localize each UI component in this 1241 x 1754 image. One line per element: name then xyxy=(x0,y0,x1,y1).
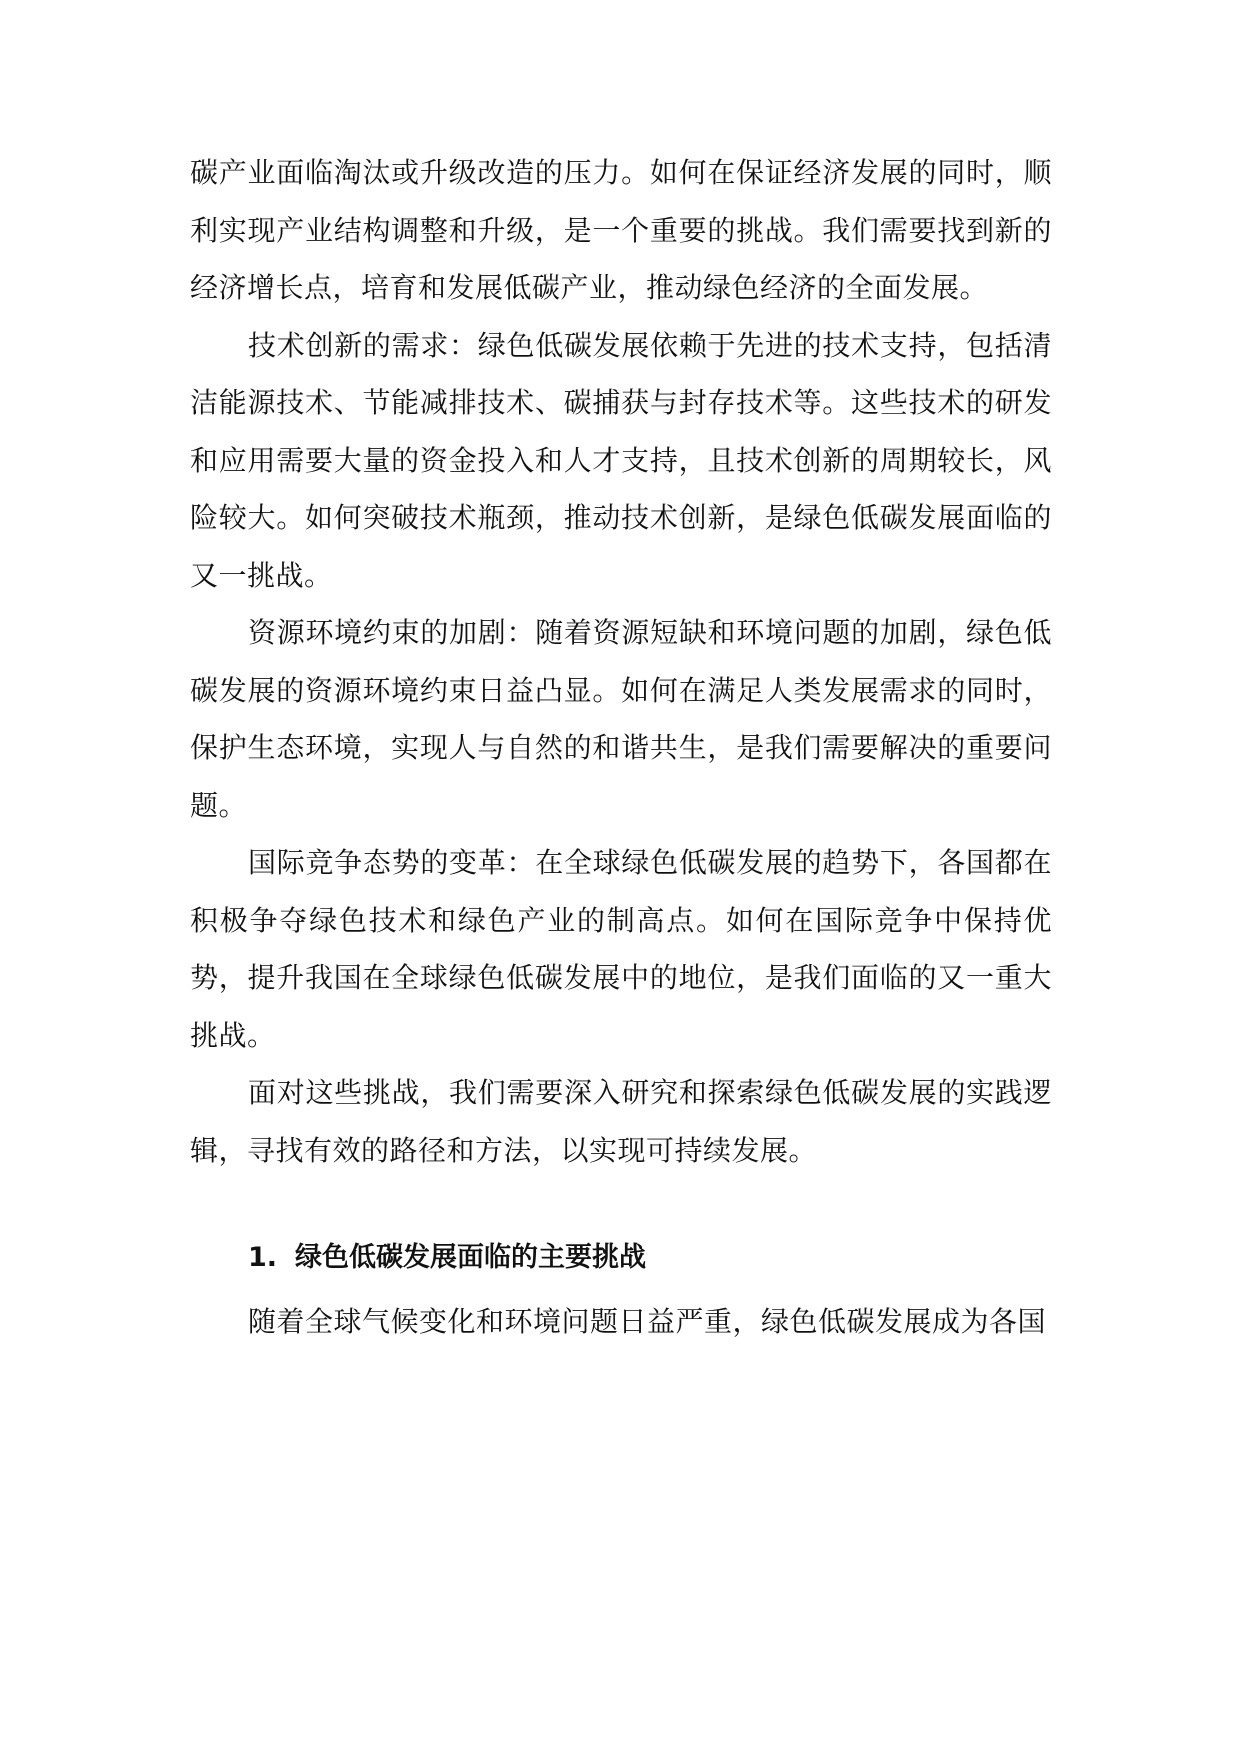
paragraph-climate-change: 随着全球气候变化和环境问题日益严重，绿色低碳发展成为各国 xyxy=(248,1304,1047,1338)
section-title: 绿色低碳发展面临的主要挑战 xyxy=(295,1242,647,1273)
paragraph-facing-challenges: 面对这些挑战，我们需要深入研究和探索绿色低碳发展的实践逻辑，寻找有效的路径和方法，以实现可持续发展。 xyxy=(190,1076,1052,1167)
document-body xyxy=(190,144,1052,1350)
paragraph-resource-constraints: 资源环境约束的加剧：随着资源短缺和环境问题的加剧，绿色低碳发展的资源环境约束日益凸显。如何在满足人类发展需求的同时，保护生态环境，实现人与自然的和谐共生，是我们需要解决的重要问题。 xyxy=(190,616,1052,822)
section-number: 1. xyxy=(248,1242,278,1273)
paragraph-international-competition: 国际竞争态势的变革：在全球绿色低碳发展的趋势下，各国都在积极争夺绿色技术和绿色产业的制高点。如何在国际竞争中保持优势，提升我国在全球绿色低碳发展中的地位，是我们面临的又一重大挑战。 xyxy=(190,846,1052,1052)
section-heading xyxy=(190,1229,1052,1287)
paragraph-tech-innovation: 技术创新的需求：绿色低碳发展依赖于先进的技术支持，包括清洁能源技术、节能减排技术、碳捕获与封存技术等。这些技术的研发和应用需要大量的资金投入和人才支持，且技术创新的周期较长，风险较大。如何突破技术瓶颈，推动技术创新，是绿色低碳发展面临的又一挑战。 xyxy=(190,328,1052,592)
paragraph-industry-upgrade: 碳产业面临淘汰或升级改造的压力。如何在保证经济发展的同时，顺利实现产业结构调整和升级，是一个重要的挑战。我们需要找到新的经济增长点，培育和发展低碳产业，推动绿色经济的全面发展。 xyxy=(190,156,1052,304)
